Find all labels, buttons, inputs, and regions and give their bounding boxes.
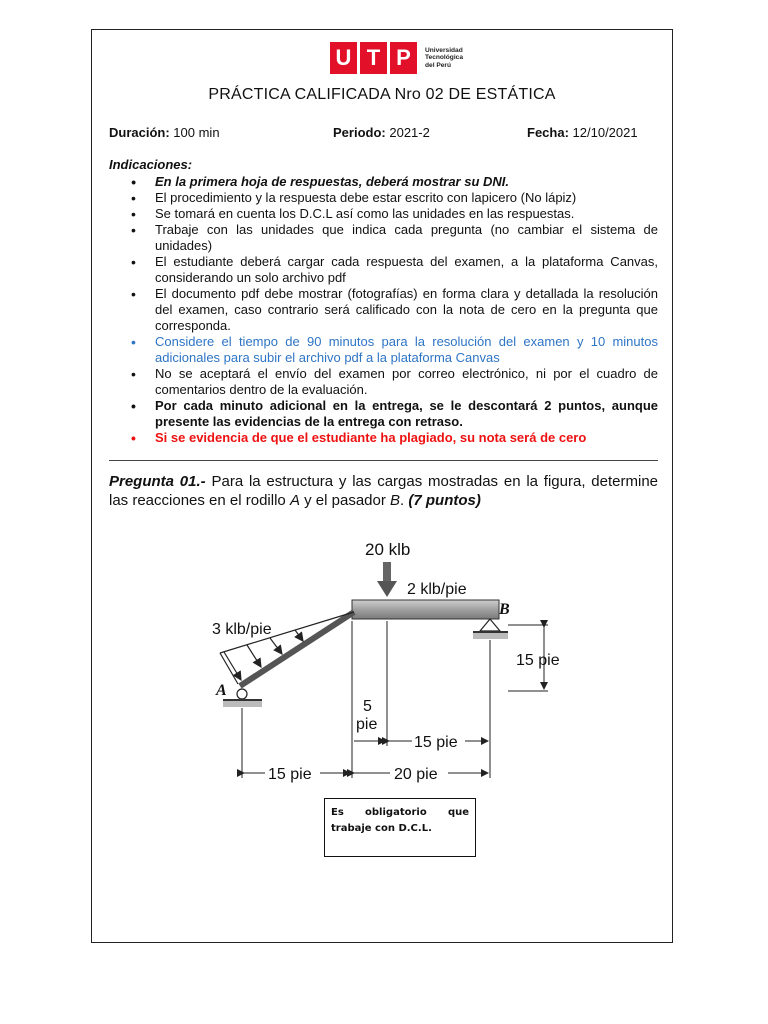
incline-load-arrow (247, 645, 261, 667)
instruction-item-plagiarism: • Si se evidencia de que el estudiante ha plagiado, su nota será de cero (109, 430, 658, 446)
pin-b (480, 619, 500, 631)
dim-15-left-label: 15 pie (268, 766, 312, 783)
incline-load-edge (220, 653, 238, 684)
dim-20-label: 20 pie (394, 766, 438, 783)
instruction-item: • Por cada minuto adicional en la entrega, se le descontará 2 puntos, aunque presente las evidencias de la entrega con retraso. (109, 398, 658, 430)
instruction-item: • El estudiante deberá cargar cada respuesta del examen, a la plataforma Canvas, considerando un solo archivo pdf (109, 254, 658, 286)
dim-15-right-label: 15 pie (414, 734, 458, 751)
logo-letter-p: P (390, 42, 417, 74)
logo-letter-u: U (330, 42, 357, 74)
question-label: Pregunta 01.- (109, 473, 206, 490)
dim-5-value: 5 (363, 698, 372, 715)
instruction-item: • Considere el tiempo de 90 minutos para la resolución del examen y 10 minutos adicionales para subir el archivo pdf a la plataforma Canvas (109, 334, 658, 366)
ground-a-hatch (223, 701, 262, 707)
meta-date: Fecha: 12/10/2021 (527, 125, 638, 140)
logo-university-name: Universidad Tecnológica del Perú (425, 46, 463, 69)
horizontal-beam (352, 600, 499, 619)
instruction-item: • En la primera hoja de respuestas, deberá mostrar su DNI. (109, 174, 658, 190)
ground-b-hatch (473, 633, 508, 639)
document-title: PRÁCTICA CALIFICADA Nro 02 DE ESTÁTICA (208, 86, 556, 103)
incline-load-arrow (270, 638, 282, 654)
dcl-note-box: Es obligatorio que trabaje con D.C.L. (324, 798, 476, 857)
instruction-item: • Se tomará en cuenta los D.C.L así como las unidades en las respuestas. (109, 206, 658, 222)
label-a: A (216, 682, 227, 699)
roller-a (237, 689, 247, 699)
distributed-top-label: 2 klb/pie (407, 581, 467, 598)
distributed-incline-label: 3 klb/pie (212, 621, 272, 638)
dim-5-unit: pie (356, 716, 378, 733)
instruction-item: • No se aceptará el envío del examen por correo electrónico, ni por el cuadro de comentarios dentro de la evaluación. (109, 366, 658, 398)
utp-logo (330, 42, 463, 74)
logo-letter-t: T (360, 42, 387, 74)
instructions-list (109, 174, 658, 446)
incline-load-arrow (295, 630, 303, 641)
structure-figure (190, 528, 590, 793)
meta-duration: Duración: 100 min (109, 125, 220, 140)
section-divider (109, 460, 658, 461)
instructions-heading: Indicaciones: (109, 157, 193, 172)
instruction-item: • El documento pdf debe mostrar (fotografías) en forma clara y detallada la resolución del examen, caso contrario será calificado con la nota de cero en la pregunta que corresponda. (109, 286, 658, 334)
label-b: B (499, 601, 510, 618)
dim-height-label: 15 pie (516, 652, 560, 669)
point-load-arrow-head (377, 581, 397, 597)
point-load-label: 20 klb (365, 540, 411, 559)
instruction-item: • Trabaje con las unidades que indica cada pregunta (no cambiar el sistema de unidades) (109, 222, 658, 254)
instruction-item: • El procedimiento y la respuesta debe estar escrito con lapicero (No lápiz) (109, 190, 658, 206)
meta-period: Periodo: 2021-2 (333, 125, 430, 140)
incline-load-arrow (224, 652, 241, 680)
question-1: Pregunta 01.- Para la estructura y las cargas mostradas en la figura, determine las reacciones en el rodillo A y el pasador B. (7 puntos) (109, 473, 659, 509)
question-points: (7 puntos) (408, 492, 481, 509)
point-load-arrow-shaft (383, 562, 391, 584)
